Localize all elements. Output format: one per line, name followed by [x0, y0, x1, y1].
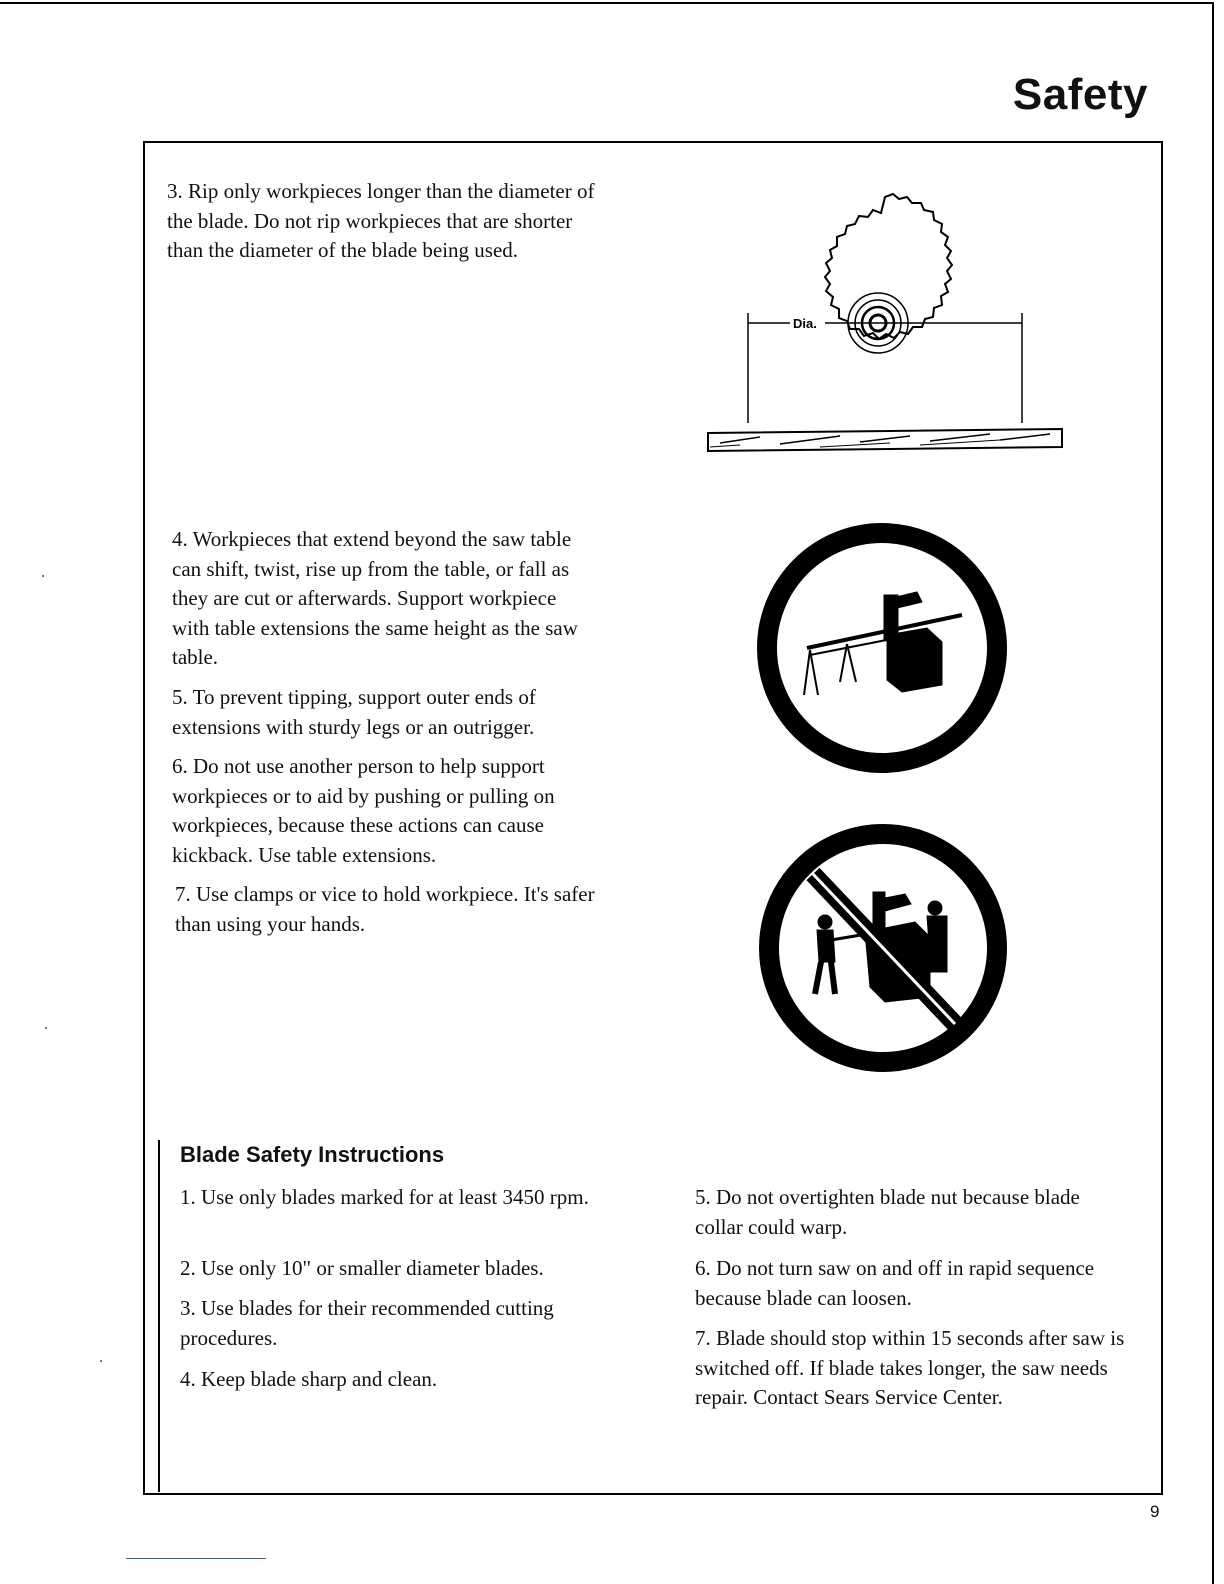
- blade-item-5: 5. Do not overtighten blade nut because blade collar could warp.: [695, 1185, 1080, 1239]
- right-border-line: [1212, 2, 1214, 1584]
- saw-blade-icon: [748, 194, 1022, 423]
- blade-safety-heading: Blade Safety Instructions: [180, 1142, 445, 1167]
- blade-item-3: 3. Use blades for their recommended cutting procedures.: [180, 1296, 554, 1350]
- table-extension-icon: [752, 520, 1012, 780]
- scan-speck: [45, 1027, 47, 1029]
- page-number: 9: [1150, 1502, 1160, 1521]
- saw-blade-diagram: [700, 185, 1070, 465]
- no-helper-icon: [755, 822, 1015, 1082]
- rip-rule-6: 6. Do not use another person to help support workpieces or to aid by pushing or pulling on workpieces, because these actions can cause kickback. Use table extensions.: [172, 754, 555, 867]
- blade-item-4: 4. Keep blade sharp and clean.: [180, 1367, 438, 1391]
- blade-item-7: 7. Blade should stop within 15 seconds after saw is switched off. If blade takes longer, the saw needs repair. Contact Sears Service Center.: [695, 1326, 1125, 1409]
- rip-rule-3: 3. Rip only workpieces longer than the diameter of the blade. Do not rip workpieces that are shorter than the diameter of the blade being used.: [167, 179, 595, 262]
- rip-rule-5: 5. To prevent tipping, support outer ends of extensions with sturdy legs or an outrigger.: [172, 685, 536, 739]
- blade-item-2: 2. Use only 10" or smaller diameter blades.: [180, 1256, 544, 1280]
- workpiece-board-icon: [708, 429, 1062, 451]
- scan-speck: [100, 1360, 102, 1362]
- bottom-accent-line: [126, 1558, 266, 1559]
- top-border-line: [0, 2, 1212, 4]
- frame-inner-left-line: [158, 1140, 160, 1492]
- rip-rule-7: 7. Use clamps or vice to hold workpiece. It's safer than using your hands.: [175, 882, 595, 936]
- scan-speck: [42, 575, 44, 577]
- blade-item-1: 1. Use only blades marked for at least 3450 rpm.: [180, 1185, 589, 1209]
- rip-rule-4: 4. Workpieces that extend beyond the saw table can shift, twist, rise up from the table, or fall as they are cut or afterwards. Support workpiece with table extensions the same height as the saw table.: [172, 527, 578, 669]
- diameter-label: Dia.: [793, 316, 817, 331]
- blade-item-6: 6. Do not turn saw on and off in rapid sequence because blade can loosen.: [695, 1256, 1095, 1310]
- saw-with-extension-icon: [804, 592, 962, 695]
- page-title: Safety: [1012, 70, 1148, 119]
